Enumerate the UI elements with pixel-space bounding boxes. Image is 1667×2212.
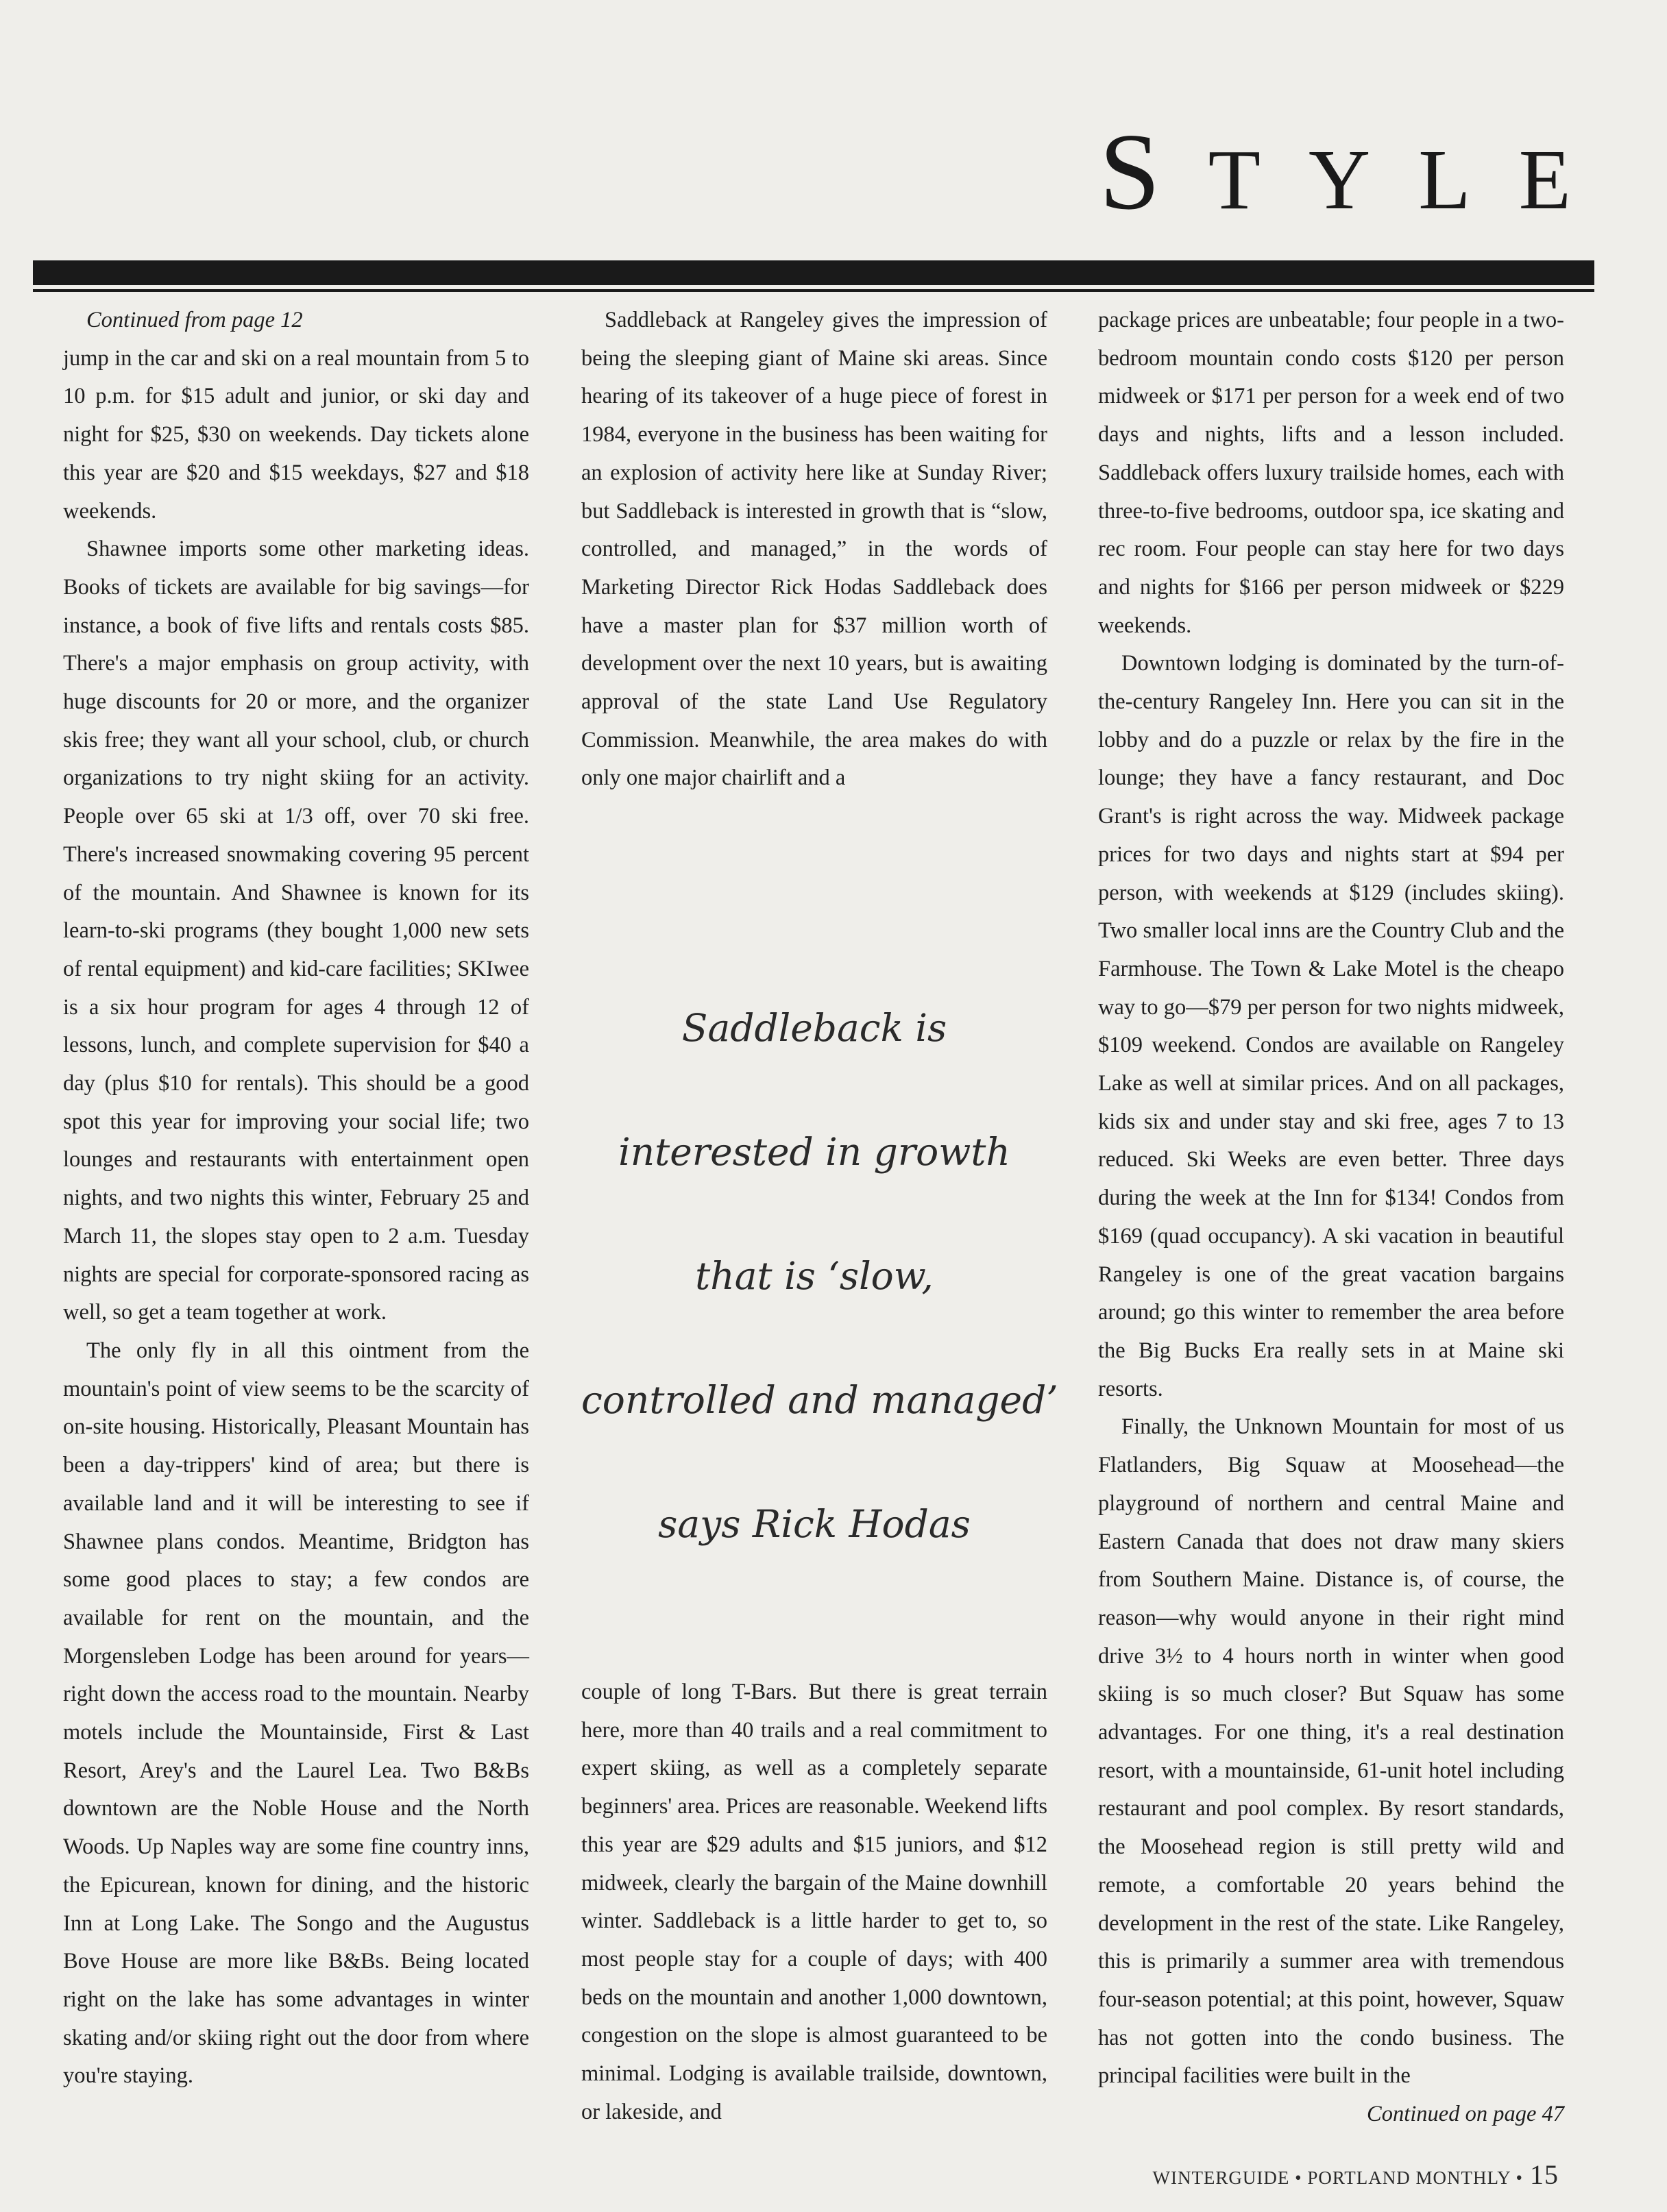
pull-quote-line: controlled and managed’ [581,1378,1058,1422]
pull-quote-line: Saddleback is [681,1006,947,1050]
paragraph: jump in the car and ski on a real mountain from 5 to 10 p.m. for $15 adult and junior, or ski day and night for $25, $30 on weekends. Day tickets alone this year are $20 and $15 weekdays, $27 and $18 weekends. [63,345,529,524]
section-heading [1099,110,1571,232]
pull-quote [581,966,1058,1586]
article-column-2-bottom [581,1673,1047,2131]
page-number: 15 [1530,2159,1559,2190]
section-letter: T [1208,133,1261,228]
article-column-1 [63,302,529,2096]
section-letter: L [1418,133,1471,228]
continued-on: Continued on page 47 [1367,2102,1564,2127]
header-rule-thin [33,289,1594,292]
paragraph: Saddleback at Rangeley gives the impression of being the sleeping giant of Maine ski areas. Since hearing of its takeover of a huge piece of forest in 1984, everyone in the business has been waiting for an explosion of activity here like at Sunday River; but Saddleback is interested in growth that is “slow, controlled, and managed,” in the words of Marketing Director Rick Hodas Saddleback does have a master plan for $37 million worth of development over the next 10 years, but is awaiting approval of the state Land Use Regulatory Commission. Meanwhile, the area makes do with only one major chairlift and a [581,308,1047,791]
header-rule-thick [33,260,1594,285]
pull-quote-line: that is ‘slow, [695,1254,934,1298]
article-column-2-top [581,302,1047,798]
continued-from: Continued from page 12 [86,308,303,332]
pull-quote-line: says Rick Hodas [658,1502,971,1546]
pull-quote-line: interested in growth [618,1130,1010,1174]
publication-name: WINTERGUIDE • PORTLAND MONTHLY • [1152,2167,1523,2188]
paragraph: Shawnee imports some other marketing ideas. Books of tickets are available for big savings—for instance, a book of five lifts and rentals costs $85. There's a major emphasis on group activity, with huge discounts for 20 or more, and the organizer skis free; they want all your school, club, or church organizations to try night skiing for an activity. People over 65 ski at 1/3 off, over 70 ski free. There's increased snowmaking covering 95 percent of the mountain. And Shawnee is known for its learn-to-ski programs (they bought 1,000 new sets of rental equipment) and kid-care facilities; SKIwee is a six hour program for ages 4 through 12 of lessons, lunch, and complete supervision for $40 a day (plus $10 for rentals). This should be a good spot this year for improving your social life; two lounges and restaurants with entertainment open nights, and two nights this winter, February 25 and March 11, the slopes stay open to 2 a.m. Tuesday nights are special for corporate-sponsored racing as well, so get a team together at work. [63,537,529,1325]
section-letter: E [1518,133,1571,228]
paragraph: package prices are unbeatable; four people in a two-bedroom mountain condo costs $120 per person midweek or $171 per person for a week end of two days and nights, lifts and a lesson included. Saddleback offers luxury trailside homes, each with three-to-five bedrooms, outdoor spa, ice skating and rec room. Four people can stay here for two days and nights for $166 per person midweek or $229 weekends. [1098,308,1564,638]
article-column-3 [1098,302,1564,2134]
paragraph: Finally, the Unknown Mountain for most of us Flatlanders, Big Squaw at Moosehead—the playground of northern and central Maine and Eastern Canada that does not draw many skiers from Southern Maine. Distance is, of course, the reason—why would anyone in their right mind drive 3½ to 4 hours north in winter when good skiing is so much closer? But Squaw has some advantages. For one thing, it's a real destination resort, with a mountainside, 61-unit hotel including restaurant and pool complex. By resort standards, the Moosehead region is still pretty wild and remote, a comfortable 20 years behind the development in the rest of the state. Like Rangeley, this is primarily a summer area with tremendous four-season potential; at this point, however, Squaw has not gotten into the condo business. The principal facilities were built in the [1098,1414,1564,2089]
paragraph: The only fly in all this ointment from the mountain's point of view seems to be the scarcity of on-site housing. Historically, Pleasant Mountain has been a day-trippers' kind of area; but there is available land and it will be interesting to see if Shawnee plans condos. Meantime, Bridgton has some good places to stay; a few condos are available for rent on the mountain, and the Morgensleben Lodge has been around for years—right down the access road to the mountain. Nearby motels include the Mountainside, First & Last Resort, Arey's and the Laurel Lea. Two B&Bs downtown are the Noble House and the North Woods. Up Naples way are some fine country inns, the Epicurean, known for dining, and the historic Inn at Long Lake. The Songo and the Augustus Bove House are more like B&Bs. Being located right on the lake has some advantages in winter skating and/or skiing right out the door from where you're staying. [63,1338,529,2089]
paragraph: couple of long T-Bars. But there is great terrain here, more than 40 trails and a real commitment to expert skiing, as well as a completely separate beginners' area. Prices are reasonable. Weekend lifts this year are $29 adults and $15 juniors, and $12 midweek, clearly the bargain of the Maine downhill winter. Saddleback is a little harder to get to, so most people stay for a couple of days; with 400 beds on the mountain and another 1,000 downtown, congestion on the slope is almost guaranteed to be minimal. Lodging is available trailside, downtown, or lakeside, and [581,1680,1047,2124]
page-footer [1152,2159,1559,2191]
section-letter: Y [1309,133,1371,228]
section-letter: S [1099,110,1160,232]
paragraph: Downtown lodging is dominated by the turn-of-the-century Rangeley Inn. Here you can sit in the lobby and do a puzzle or relax by the fire in the lounge; they have a fancy restaurant, and Doc Grant's is right across the way. Midweek package prices for two days and nights start at $94 per person, with weekends at $129 (includes skiing). Two smaller local inns are the Country Club and the Farmhouse. The Town & Lake Motel is the cheapo way to go—$79 per person for two nights midweek, $109 weekend. Condos are available on Rangeley Lake as well at similar prices. And on all packages, kids six and under stay and ski free, ages 7 to 13 reduced. Ski Weeks are even better. Three days during the week at the Inn for $134! Condos from $169 (quad occupancy). A ski vacation in beautiful Rangeley is one of the great vacation bargains around; go this winter to remember the area before the Big Bucks Era really sets in at Maine ski resorts. [1098,651,1564,1401]
